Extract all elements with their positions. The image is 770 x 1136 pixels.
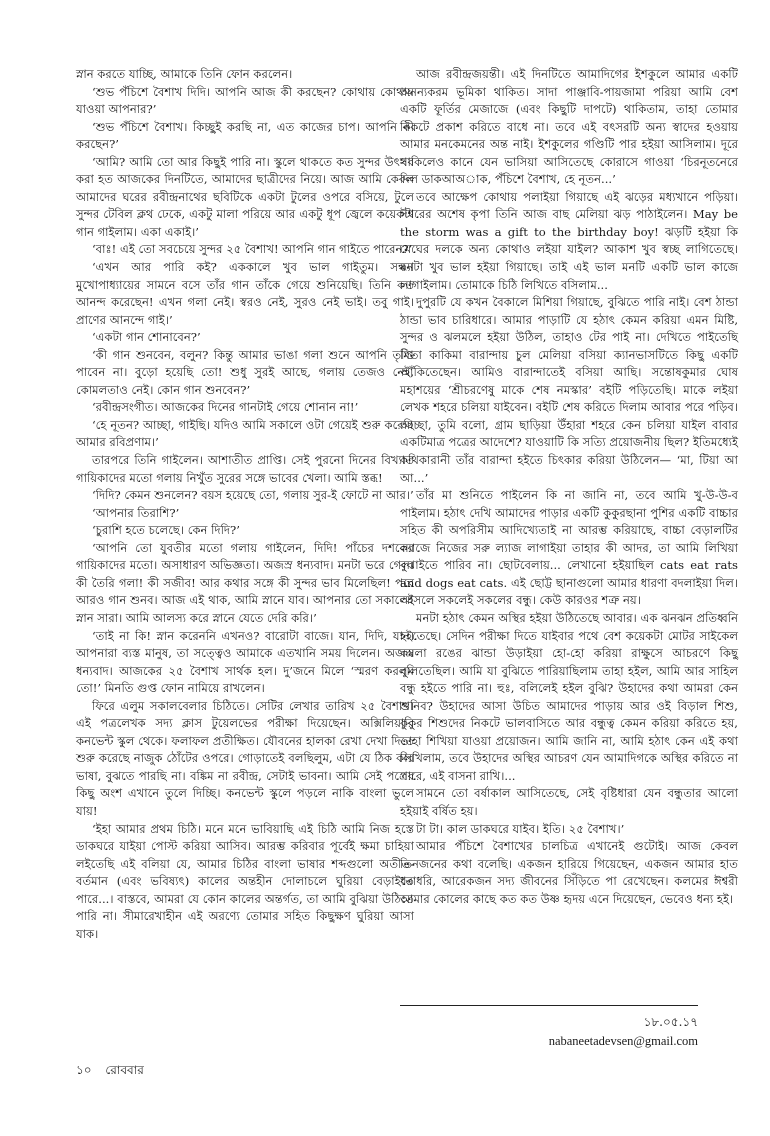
section-name: রোববার	[105, 1063, 144, 1077]
left-paragraph: ‘আমি? আমি তো আর কিছুই পারি না। স্কুলে থাকতে কত সুন্দর উৎসব করা হত আজকের দিনটিতে, আমাদের ছাত্রীদের নিয়ে। আজ আমি কেবল আমাদের ঘরের রবীন্দ্রনাথের ছবিটিকে একটা টুলের ওপরে বসিয়ে, টুলে সুন্দর টেবিল ক্লথ ঢেকে, একটু মালা পরিয়ে আর একটু ধূপ জ্বেলে কয়েকটা গান গাইলাম। একা একাই।’	[76, 154, 414, 239]
page-footer	[76, 1062, 154, 1078]
left-paragraph: তারপরে তিনি গাইলেন। আশাতীত প্রাপ্তি। সেই পুরনো দিনের বিখ্যাত গায়িকাদের মতো গলায় নিখুঁত সুরের সঙ্গে ভাবের খেলা। আমি স্তব্ধ!	[76, 453, 414, 485]
left-paragraph: ‘আপনার তিরাশি?’	[92, 505, 180, 520]
left-paragraph: ‘দিদি? কেমন শুনলেন? বয়স হয়েছে তো, গলায় সুর-ই ফোটে না আর।’	[92, 488, 414, 503]
left-paragraph: ‘একটা গান শোনাবেন?’	[92, 330, 201, 345]
right-paragraph: সামনে তো বর্ষাকাল আসিতেছে, সেই বৃষ্টিধারা যেন বন্ধুতার আলো হইয়াই বর্ষিত হয়।	[400, 786, 738, 818]
left-paragraph: ফিরে এলুম সকালবেলার চিঠিতে। সেটির লেখার তারিখ ২৫ বৈশাখ। এই পত্রলেখক সদ্য ক্লাস টুয়েলভের পরীক্ষা দিয়েছেন। অক্সিলিয়ারি কনভেন্ট স্কুল থেকে। ফলাফল প্রতীক্ষিত। যৌবনের হালকা রেখা দেখা দিতে শুরু করেছে নাজুক ঠোঁটের ওপরে। গোড়াতেই বলছিলুম, এটা যে ঠিক কার ভাষা, বুঝতে পারছি না। বঙ্কিম না রবীন্দ্র, সেটাই ভাবনা। আমি সেই পত্রের কিছু অংশ এখানে তুলে দিচ্ছি। কনভেন্ট স্কুলে পড়লে নাকি বাংলা ভুলে যায়!	[76, 698, 414, 818]
author-email: nabaneetadevsen@gmail.com	[548, 1034, 698, 1048]
right-paragraph: আমার পঁচিশে বৈশাখের চালচিত্র এখানেই গুটোই। আজ কেবল তিনজনের কথা বলেছি। একজন হারিয়ে গিয়েছেন, একজন আমার হাত ধরাধরি, আরেকজন সদ্য জীবনের সিঁড়িতে পা রেখেছেন। কলমের ঈশ্বরী আমার কোলের কাছে কত কত উষ্ণ হৃদয় এনে দিয়েছেন, ভেবেও ধন্য হই।	[400, 839, 738, 906]
signoff-date: ১৮.০৫.১৭	[643, 1015, 698, 1029]
right-paragraph: মনটা হঠাৎ কেমন অস্থির হইয়া উঠিতেছে আবার। এক ঝনঝন প্রতিধ্বনি হইতেছে। সেদিন পরীক্ষা দিতে যাইবার পথে বেশ কয়েকটা মোটর সাইকেল কমলা রঙের ঝান্ডা উড়াইয়া হো-হো করিয়া রাক্ষুসে আচরণে কিছু বলিতেছিল। আমি যা বুঝিতে পারিয়াছিলাম তাহা হইল, আমি আর সাহিল বন্ধু হইতে পারি না। হুঃ, বলিলেই হইল বুঝি? উহাদের কথা আমরা কেন শুনিব? উহাদের আসা উচিত আমাদের পাড়ায় আর ওই বিড়াল শিশু, কুকুর শিশুদের নিকটে ভালবাসিতে আর বন্ধুত্ব কেমন করিয়া করিতে হয়, তাহা শিখিয়া যাওয়া প্রয়োজন। আমি জানি না, আমি হঠাৎ কেন এই কথা লিখিলাম, তবে উহাদের অস্থির আচরণ যেন আমাদিগকে অস্থির করিতে না পারে, এই বাসনা রাখি।...	[400, 610, 738, 783]
left-paragraph: ‘ইহা আমার প্রথম চিঠি। মনে মনে ভাবিয়াছি এই চিঠি আমি নিজ হস্তে ডাকঘরে যাইয়া পোস্ট করিয়া আসিব। আরম্ভ করিবার পূর্বেই ক্ষমা চাহিয়া লইতেছি এই বলিয়া যে, আমার চিঠির বাংলা ভাষার শব্দগুলো অতীত-বর্তমান (এবং ভবিষ্যৎ) কালের অন্তহীন দোলাচলে ঘুরিয়া বেড়াইতে পারে...। বাস্তবে, আমরা যে কোন কালের অন্তর্গত, তা আমি বুঝিয়া উঠিতে পারি না। সীমারেখাহীন এই অরণ্যে তোমার সহিত কিছুক্ষণ ঘুরিয়া আসা যাক।	[76, 821, 414, 941]
right-paragraph: আজ রবীন্দ্রজয়ন্তী। এই দিনটিতে আমাদিগের ইশকুলে আমার একটি অনন্যকরম ভূমিকা থাকিত। সাদা পাঞ্জাবি-পায়জামা পরিয়া আমি বেশ একটি ফূর্তির মেজাজে (এবং কিছুটি দাপটে) থাকিতাম, তাহা তোমার নিকটে প্রকাশ করিতে বাধে না। তবে এই বৎসরটি অন্য স্বাদের হওয়ায় আমার মনকেমনের অন্ত নাই। ইশকুলের গণ্ডিটি পার হইয়া আসিলাম। দূরে থাকিলেও কানে যেন ভাসিয়া আসিতেছে কোরাসে গাওয়া ‘চিরনূতনেরে দিল ডাকআঅাক, পঁচিশে বৈশাখ, হে নূতন...’	[400, 67, 738, 187]
left-paragraph: ‘রবীন্দ্রসংগীত। আজকের দিনের গানটাই গেয়ে শোনান না!’	[92, 400, 359, 415]
left-column	[76, 66, 414, 943]
left-paragraph: ‘শুভ পঁচিশে বৈশাখ। কিচ্ছুই করছি না, এত কাজের চাপ। আপনি কী করছেন?’	[76, 119, 414, 152]
right-paragraph: টা টা। কাল ডাকঘরে যাইব। ইতি। ২৫ বৈশাখ।’	[416, 821, 625, 836]
page-number: ১০	[76, 1063, 92, 1077]
left-paragraph: ‘বাঃ! এই তো সবচেয়ে সুন্দর ২৫ বৈশাখ! আপনি গান গাইতে পারেন?’	[92, 242, 413, 257]
left-paragraph: ‘তাই না কি! স্নান করেননি এখনও? বারোটা বাজে। যান, দিদি, যান। আপনারা ব্যস্ত মানুষ, তা সত্ত্বেও আমাকে এতখানি সময় দিলেন। অজস্র ধন্যবাদ। আজকের ২৫ বৈশাখ সার্থক হল। দু’জনে মিলে ‘স্মরণ করলুম তো!’ মিনতি গুপ্ত ফোন নামিয়ে রাখলেন।	[76, 628, 414, 696]
left-paragraph: ‘চুরাশি হতে চলেছে। কেন দিদি?’	[92, 523, 240, 538]
signoff-divider	[400, 1005, 698, 1006]
left-paragraph: ‘এখন আর পারি কই? এককালে খুব ভাল গাইতুম। সন্ধ্যা মুখোপাধ্যায়ের সামনে বসে তাঁর গান তাঁকে গেয়ে শুনিয়েছি। তিনি কত আনন্দ করেছেন! এখন গলা নেই। স্বরও নেই, সুরও নেই ভাই। তবু গাই। প্রাণের আনন্দে গাই।’	[76, 260, 414, 327]
left-paragraph: স্নান করতে যাচ্ছি, আমাকে তিনি ফোন করলেন।	[76, 67, 293, 81]
left-paragraph: ‘হে নূতন? আচ্ছা, গাইছি। যদিও আমি সকালে ওটা গেয়েই শুরু করেছি আমার রবিপ্রণাম।’	[76, 417, 414, 450]
right-column	[400, 66, 738, 908]
right-paragraph: তাঁর মা শুনিতে পাইলেন কি না জানি না, তবে আমি খু-উ-উ-ব পাইলাম। হঠাৎ দেখি আমাদের পাড়ার একটি কুকুরছানা পুশির একটি বাচ্চার সহিত কী অপরিসীম আদিখ্যেতাই না আরম্ভ করিয়াছে, বাচ্চা বেড়ালটির ল্যাজে নিজের সরু ল্যাজ লাগাইয়া তাহার কী আদর, তা আমি লিখিয়া বুঝাইতে পারিব না। ছোটবেলায়... লেখানো হইয়াছিল cats eat rats and dogs eat cats. এই ছোট্ট ছানাগুলো আমার ধারণা বদলাইয়া দিল। আসলে সকলেই সকলের বন্ধু। কেউ কারওর শত্রু নয়।	[400, 488, 738, 608]
left-paragraph: ‘কী গান শুনবেন, বলুন? কিন্তু আমার ভাঙা গলা শুনে আপনি তৃপ্তি পাবেন না। বুড়ো হয়েছি তো! শুধু সুরই আছে, গলায় তেজও নেই, কোমলতাও নেই। কোন গান শুনবেন?’	[76, 347, 414, 397]
right-paragraph: তবে আক্ষেপ কোথায় পলাইয়া গিয়াছে এই ঝড়ের মধ্যখানে পড়িয়া। ঈশ্বরের অশেষ কৃপা তিনি আজ বাছ মেলিয়া ঝড় পাঠাইলেন। May be the storm was a gift to the birthday boy! ঝড়টি হইয়া কি মেঘের দলকে অন্য কোথাও লইয়া যাইল? আকাশ খুব স্বচ্ছ লাগিতেছে। মনটা খুব ভাল হইয়া গিয়াছে। তাই এই ভাল মনটি একটি ভাল কাজে লাগাইলাম। তোমাকে চিঠি লিখিতে বসিলাম...	[400, 189, 738, 292]
left-paragraph: ‘শুভ পঁচিশে বৈশাখ দিদি। আপনি আজ কী করছেন? কোথায় কোথায় যাওয়া আপনার?’	[76, 84, 414, 117]
right-paragraph: দুপুরটি যে কখন বৈকালে মিশিয়া গিয়াছে, বুঝিতে পারি নাই। বেশ ঠান্ডা ঠান্ডা ভাব চারিধারে। আমার পাড়াটি যে হঠাৎ কেমন করিয়া এমন মিষ্টি, সুন্দর ও ঝলমলে হইয়া উঠিল, তাহাও টের পাই না। দেখিতে পাইতেছি মিতা কাকিমা বারান্দায় চুল মেলিয়া বসিয়া ক্যানভাসটিতে কিছু একটি আঁকিতেছেন। আমিও বারান্দাতেই বসিয়া আছি। সন্তোষকুমার ঘোষ মহাশয়ের ‘শ্রীচরণেষু মাকে শেষ নমস্কার’ বইটি পড়িতেছি। মাকে লইয়া লেখক শহরে চলিয়া যাইবেন। বইটি শেষ করিতে দিলাম আবার পরে পড়িব। আচ্ছা, তুমি বলো, গ্রাম ছাড়িয়া উঁহারা শহরে কেন চলিয়া যাইল বাবার একটিমাত্র পত্রের আদেশে? যাওয়াটি কি সত্যি প্রয়োজনীয় ছিল? ইতিমধ্যেই কথিকারানী তাঁর বারান্দা হইতে চিৎকার করিয়া উঠিলেন— ‘মা, টিয়া আ আ...’	[400, 295, 738, 485]
left-paragraph: ‘আপনি তো যুবতীর মতো গলায় গাইলেন, দিদি! পাঁচের দশকের গায়িকাদের মতো। অসাধারণ অভিজ্ঞতা। অজস্র ধন্যবাদ। মনটা ভরে গেল। কী তৈরি গলা! কী সজীব! আর কথার সঙ্গে কী সুন্দর ভাব মিলেছিল! পরে আরও গান শুনব। আজ এই থাক, আমি স্নানে যাব। আপনার তো সকালেই স্নান সারা। আমি আলস্য করে স্নানে যেতে দেরি করি।’	[76, 540, 414, 625]
